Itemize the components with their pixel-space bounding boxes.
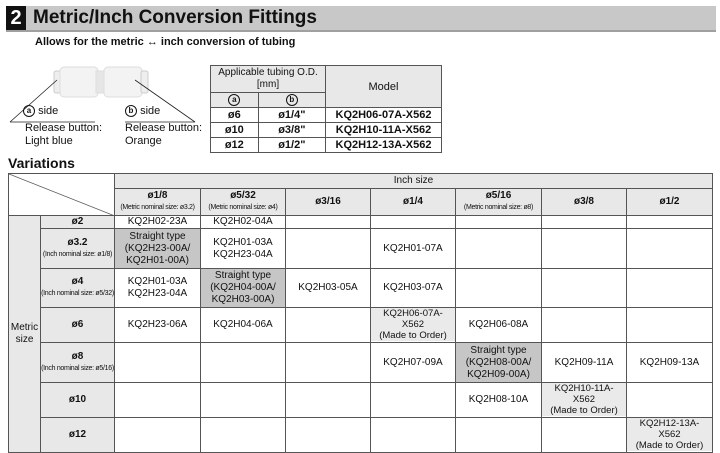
- model-table: [210, 65, 442, 153]
- table-row: ø12 ø1/2" KQ2H12-13A-X562: [211, 138, 442, 153]
- model-cell: KQ2H07-09A: [371, 343, 456, 383]
- model-cell: [371, 383, 456, 418]
- corner-cell: [9, 174, 115, 216]
- table-row: ø10 ø3/8" KQ2H10-11A-X562: [211, 123, 442, 138]
- model-cell: [456, 216, 542, 229]
- col-a-header: a: [211, 93, 259, 108]
- model-cell: [542, 216, 627, 229]
- model-cell: [286, 418, 371, 453]
- model-cell: KQ2H06-07A-X562 (Made to Order): [371, 308, 456, 343]
- model-cell: [542, 269, 627, 308]
- col-b-header: b: [258, 93, 325, 108]
- side-a-label: a side: [23, 105, 58, 118]
- model-cell: KQ2H01-03A KQ2H23-04A: [115, 269, 201, 308]
- inch-col-header: ø1/2: [627, 189, 713, 216]
- table-row: [9, 269, 713, 308]
- table-row: [9, 216, 713, 229]
- section-title: Metric/Inch Conversion Fittings: [33, 7, 317, 28]
- inch-col-header: ø1/8 (Metric nominal size: ø3.2): [115, 189, 201, 216]
- model-cell: [542, 308, 627, 343]
- subtitle: Allows for the metric ↔ inch conversion of tubing: [35, 36, 296, 48]
- metric-row-header: ø12: [41, 418, 115, 453]
- model-cell: [627, 229, 713, 269]
- model-cell: [201, 383, 286, 418]
- inch-col-header: ø5/32 (Metric nominal size: ø4): [201, 189, 286, 216]
- model-cell: KQ2H09-13A: [627, 343, 713, 383]
- model-cell: [627, 383, 713, 418]
- table-row: [9, 343, 713, 383]
- inch-col-header: ø3/16: [286, 189, 371, 216]
- model-cell: Straight type (KQ2H08-00A/ KQ2H09-00A): [456, 343, 542, 383]
- model-cell: KQ2H02-04A: [201, 216, 286, 229]
- model-cell: [627, 269, 713, 308]
- metric-row-header: ø3.2 (Inch nominal size: ø1/8): [41, 229, 115, 269]
- model-cell: [286, 229, 371, 269]
- inch-col-header: ø3/8: [542, 189, 627, 216]
- table-row: ø6 ø1/4" KQ2H06-07A-X562: [211, 108, 442, 123]
- variations-title: Variations: [8, 155, 75, 171]
- model-cell: KQ2H06-08A: [456, 308, 542, 343]
- model-cell: [286, 383, 371, 418]
- metric-row-header: ø2: [41, 216, 115, 229]
- model-header: Model: [326, 66, 442, 108]
- side-a-marker: a: [23, 105, 35, 117]
- inch-col-header: ø1/4: [371, 189, 456, 216]
- model-cell: [286, 216, 371, 229]
- section-number: 2: [6, 6, 26, 30]
- model-cell: [371, 418, 456, 453]
- model-cell: [115, 383, 201, 418]
- model-cell: [542, 418, 627, 453]
- model-cell: [542, 229, 627, 269]
- model-cell: [456, 418, 542, 453]
- metric-row-header: ø4 (Inch nominal size: ø5/32): [41, 269, 115, 308]
- model-cell: [627, 216, 713, 229]
- inch-col-header: ø5/16 (Metric nominal size: ø8): [456, 189, 542, 216]
- table-row: [9, 383, 713, 418]
- metric-row-header: ø8 (Inch nominal size: ø5/16): [41, 343, 115, 383]
- table-row: [9, 308, 713, 343]
- inch-size-header: Inch size: [115, 174, 713, 189]
- side-b-marker: b: [125, 105, 137, 117]
- model-cell: [456, 269, 542, 308]
- table-row: [9, 418, 713, 453]
- model-cell: KQ2H02-23A: [115, 216, 201, 229]
- table-row: [9, 229, 713, 269]
- model-cell: KQ2H03-07A: [371, 269, 456, 308]
- model-cell: [371, 216, 456, 229]
- model-cell: [201, 418, 286, 453]
- model-cell: [286, 343, 371, 383]
- leader-lines: [0, 60, 210, 130]
- model-cell: KQ2H10-11A-X562 (Made to Order): [542, 383, 627, 418]
- model-cell: [456, 229, 542, 269]
- model-cell: [201, 343, 286, 383]
- model-cell: KQ2H01-03A KQ2H23-04A: [201, 229, 286, 269]
- metric-size-label: Metric size: [9, 216, 41, 453]
- model-cell: [115, 343, 201, 383]
- metric-row-header: ø10: [41, 383, 115, 418]
- model-cell: Straight type (KQ2H23-00A/ KQ2H01-00A): [115, 229, 201, 269]
- variations-table: [8, 173, 713, 453]
- model-cell: [286, 308, 371, 343]
- diagonal-line: [9, 174, 115, 216]
- model-cell: [627, 308, 713, 343]
- model-cell: KQ2H12-13A-X562 (Made to Order): [627, 418, 713, 453]
- model-cell: KQ2H04-06A: [201, 308, 286, 343]
- metric-row-header: ø6: [41, 308, 115, 343]
- model-cell: KQ2H23-06A: [115, 308, 201, 343]
- side-a-release: Release button: Light blue: [25, 122, 103, 147]
- model-cell: KQ2H09-11A: [542, 343, 627, 383]
- model-cell: KQ2H01-07A: [371, 229, 456, 269]
- side-b-release: Release button: Orange: [125, 122, 203, 147]
- model-cell: KQ2H08-10A: [456, 383, 542, 418]
- model-cell: KQ2H03-05A: [286, 269, 371, 308]
- model-cell: Straight type (KQ2H04-00A/ KQ2H03-00A): [201, 269, 286, 308]
- tubing-header: Applicable tubing O.D. [mm]: [211, 66, 326, 93]
- side-b-label: b side: [125, 105, 160, 118]
- model-cell: [115, 418, 201, 453]
